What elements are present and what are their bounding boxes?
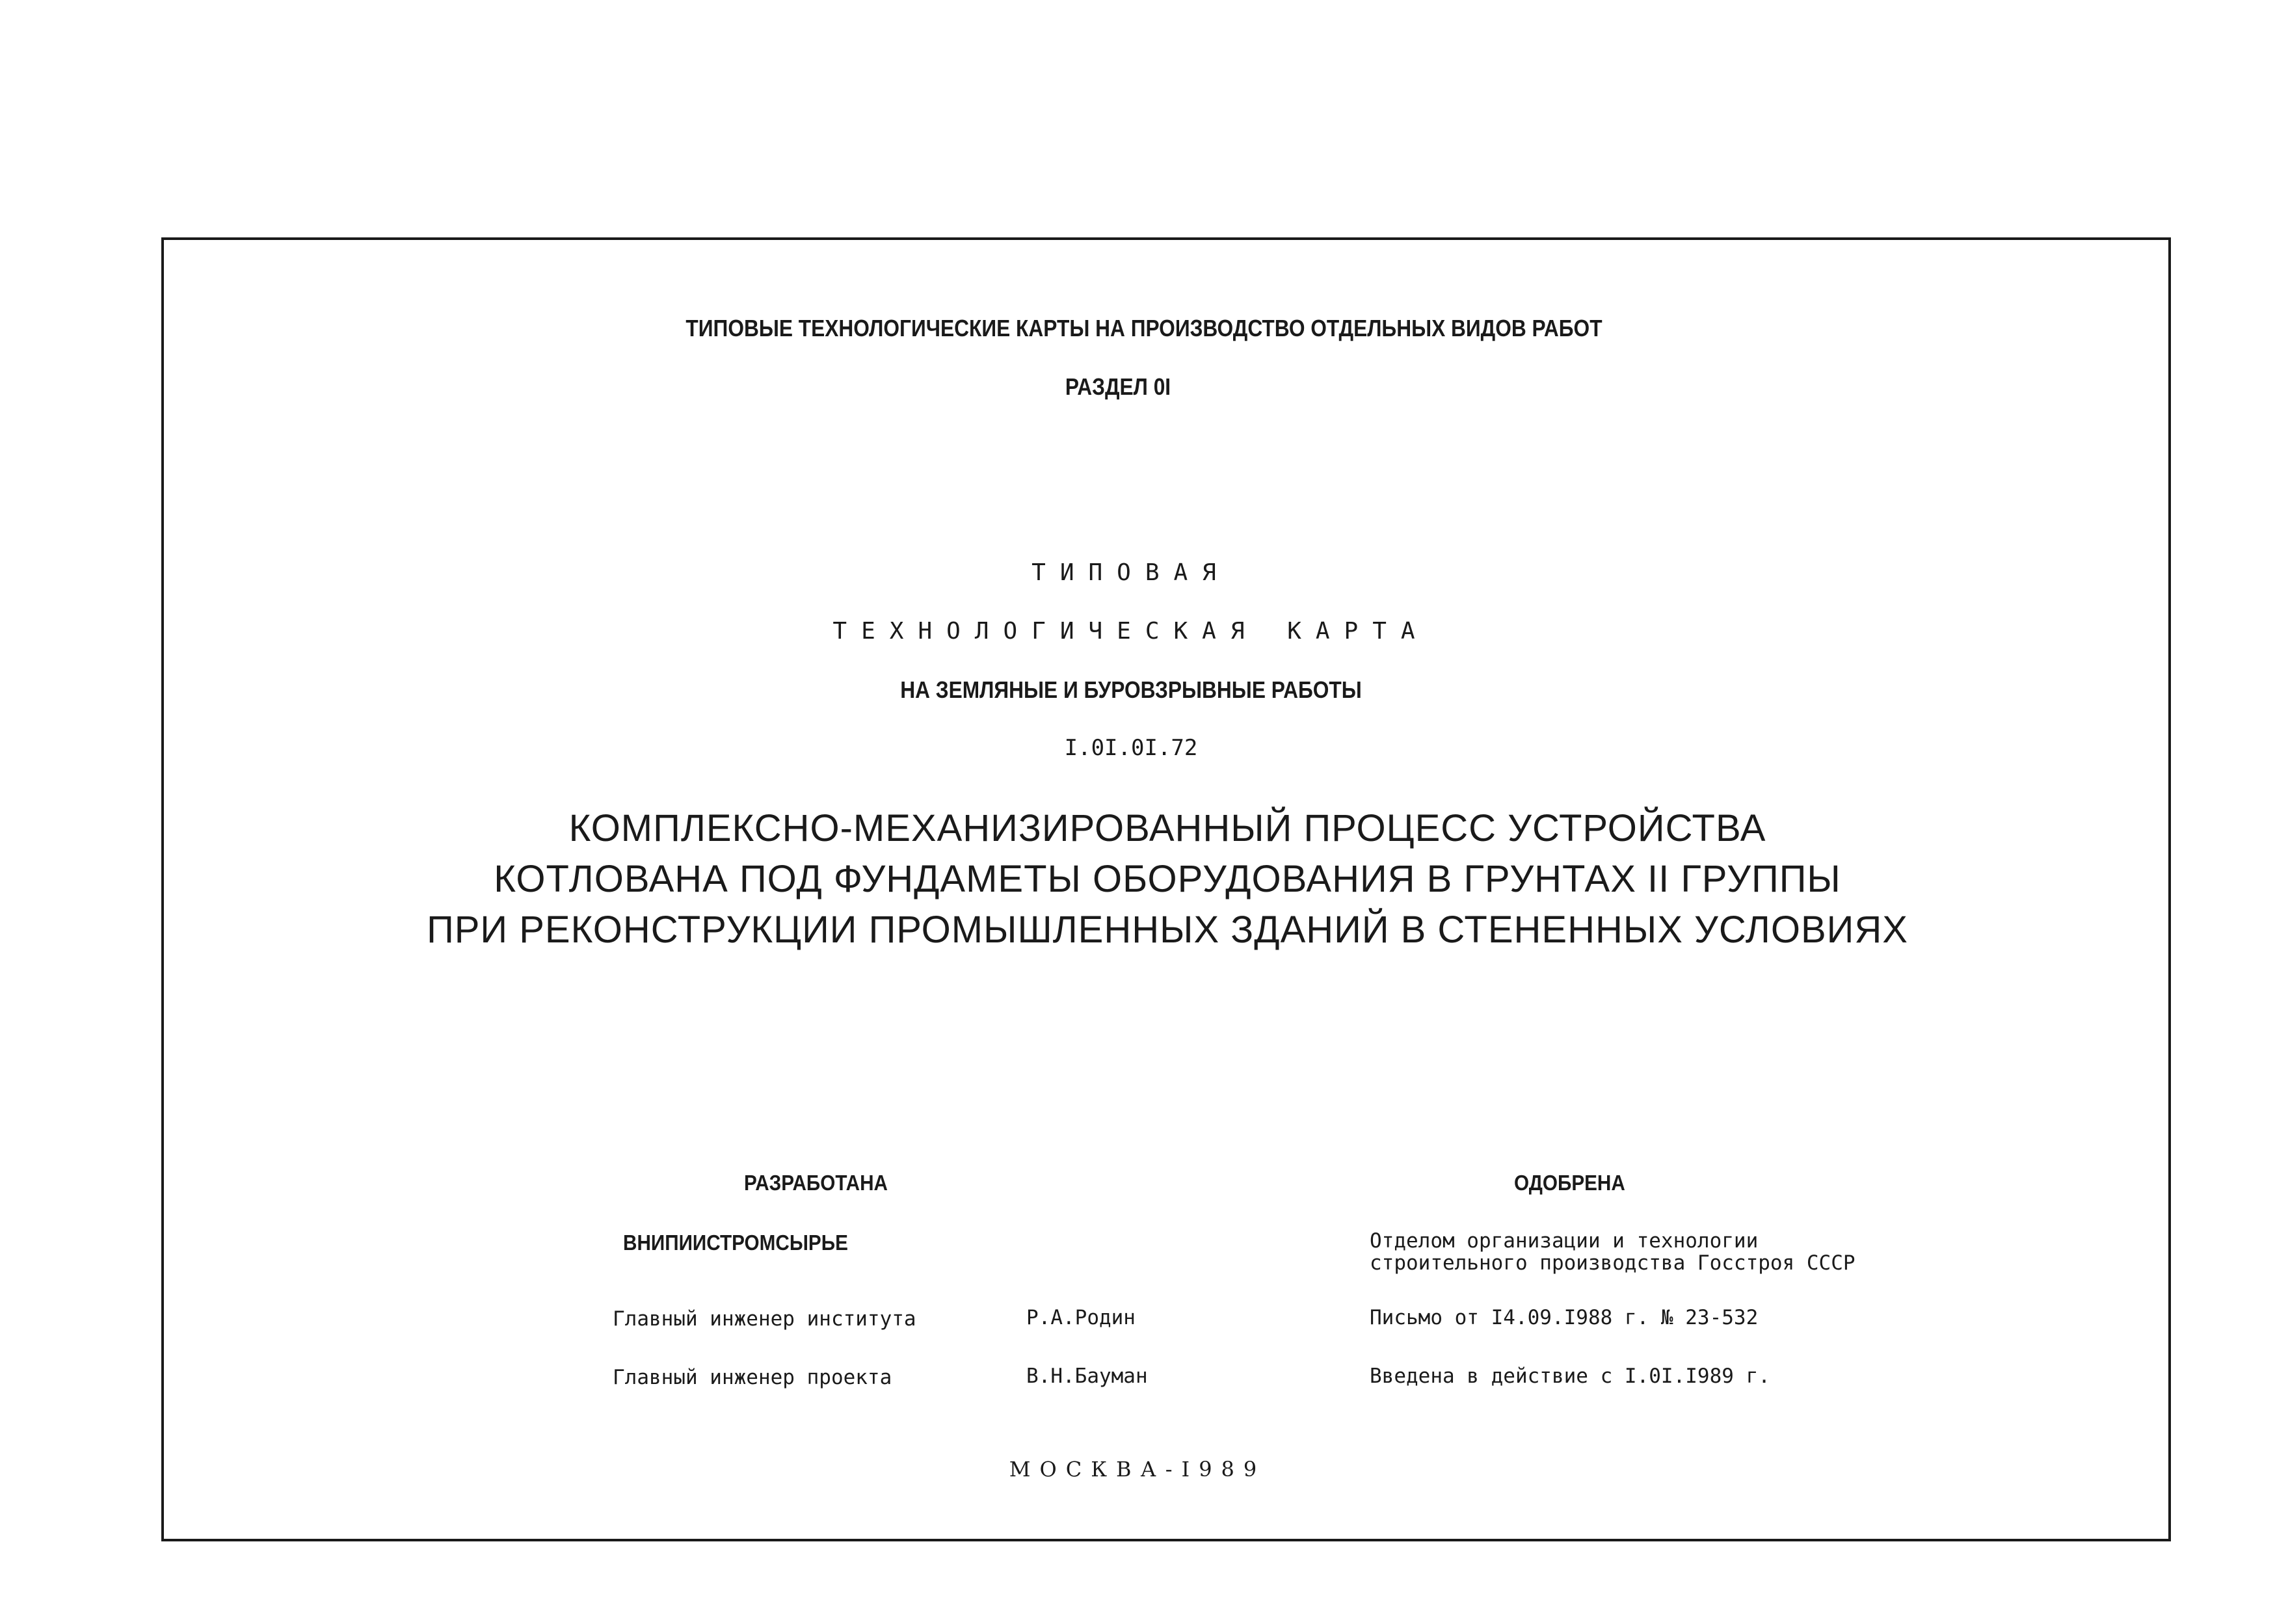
card-type: ТИПОВАЯ [1031,559,1230,586]
card-code: I.0I.0I.72 [1064,735,1198,761]
card-subtitle: ТЕХНОЛОГИЧЕСКАЯ КАРТА [832,618,1430,645]
approved-heading: ОДОБРЕНА [1514,1171,1625,1195]
approved-org-line-2: строительного производства Госстроя СССР [1370,1251,1856,1275]
card-works: НА ЗЕМЛЯНЫЕ И БУРОВЗРЫВНЫЕ РАБОТЫ [900,676,1362,703]
approval-letter: Письмо от I4.09.I988 г. № 23-532 [1370,1306,1759,1329]
main-title-line-2: КОТЛОВАНА ПОД ФУНДАМЕТЫ ОБОРУДОВАНИЯ В ГРУНТАХ II ГРУППЫ [494,858,1841,900]
chief-engineer-project-name: В.Н.Бауман [1026,1364,1148,1388]
main-title-line-3: ПРИ РЕКОНСТРУКЦИИ ПРОМЫШЛЕННЫХ ЗДАНИЙ В СТЕНЕННЫХ УСЛОВИЯХ [427,909,1908,951]
developed-heading: РАЗРАБОТАНА [744,1171,888,1195]
developed-org: ВНИПИИСТРОМСЫРЬЕ [623,1231,848,1255]
chief-engineer-institute-name: Р.А.Родин [1026,1306,1136,1329]
approved-org-line-1: Отделом организации и технологии [1370,1229,1759,1253]
chief-engineer-project-label: Главный инженер проекта [613,1366,892,1389]
section-number: РАЗДЕЛ 0I [1065,373,1171,400]
effective-date: Введена в действие с I.0I.I989 г. [1370,1364,1770,1388]
series-title: ТИПОВЫЕ ТЕХНОЛОГИЧЕСКИЕ КАРТЫ НА ПРОИЗВОДСТВО ОТДЕЛЬНЫХ ВИДОВ РАБОТ [685,315,1603,341]
main-title-line-1: КОМПЛЕКСНО-МЕХАНИЗИРОВАННЫЙ ПРОЦЕСС УСТРОЙСТВА [568,807,1766,849]
chief-engineer-institute-label: Главный инженер института [613,1307,916,1331]
city-year: МОСКВА-I989 [1009,1457,1266,1482]
